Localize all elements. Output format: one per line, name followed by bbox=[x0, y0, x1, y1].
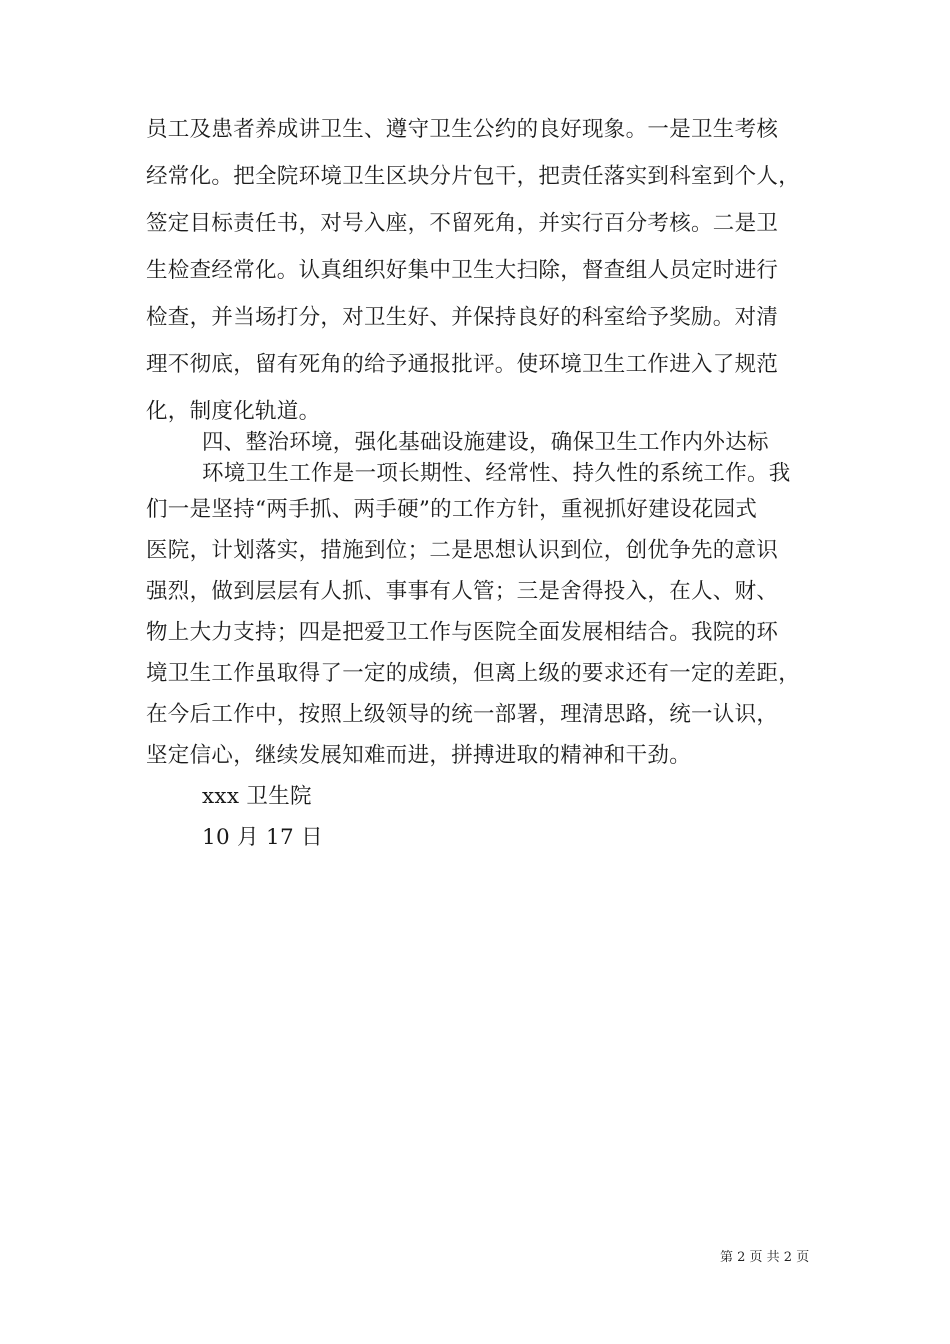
page-number: 第 2 页 共 2 页 bbox=[720, 1250, 810, 1265]
paragraph-line: 员工及患者养成讲卫生、遵守卫生公约的良好现象。一是卫生考核 bbox=[146, 117, 779, 142]
paragraph-line: 在今后工作中，按照上级领导的统一部署，理清思路，统一认识， bbox=[146, 702, 779, 727]
paragraph-line: 经常化。把全院环境卫生区块分片包干，把责任落实到科室到个人， bbox=[146, 164, 801, 189]
paragraph-line: 环境卫生工作是一项长期性、经常性、持久性的系统工作。我 bbox=[202, 461, 791, 486]
paragraph-line: 化，制度化轨道。 bbox=[146, 399, 321, 424]
paragraph-line: 检查，并当场打分，对卫生好、并保持良好的科室给予奖励。对清 bbox=[146, 305, 779, 330]
paragraph-line: 签定目标责任书，对号入座，不留死角，并实行百分考核。二是卫 bbox=[146, 211, 779, 236]
date: 10 月 17 日 bbox=[202, 825, 323, 850]
section-heading: 四、整治环境，强化基础设施建设，确保卫生工作内外达标 bbox=[202, 430, 769, 455]
paragraph-line: 强烈，做到层层有人抓、事事有人管；三是舍得投入，在人、财、 bbox=[146, 579, 779, 604]
signature: xxx 卫生院 bbox=[202, 784, 312, 809]
paragraph-line: 医院，计划落实，措施到位；二是思想认识到位，创优争先的意识 bbox=[146, 538, 779, 563]
paragraph-line: 生检查经常化。认真组织好集中卫生大扫除，督查组人员定时进行 bbox=[146, 258, 779, 283]
paragraph-line: 坚定信心，继续发展知难而进，拼搏进取的精神和干劲。 bbox=[146, 743, 692, 768]
paragraph-line: 们一是坚持“两手抓、两手硬”的工作方针，重视抓好建设花园式 bbox=[146, 497, 758, 522]
paragraph-line: 境卫生工作虽取得了一定的成绩，但离上级的要求还有一定的差距， bbox=[146, 661, 801, 686]
paragraph-line: 理不彻底，留有死角的给予通报批评。使环境卫生工作进入了规范 bbox=[146, 352, 779, 377]
paragraph-line: 物上大力支持；四是把爱卫工作与医院全面发展相结合。我院的环 bbox=[146, 620, 779, 645]
